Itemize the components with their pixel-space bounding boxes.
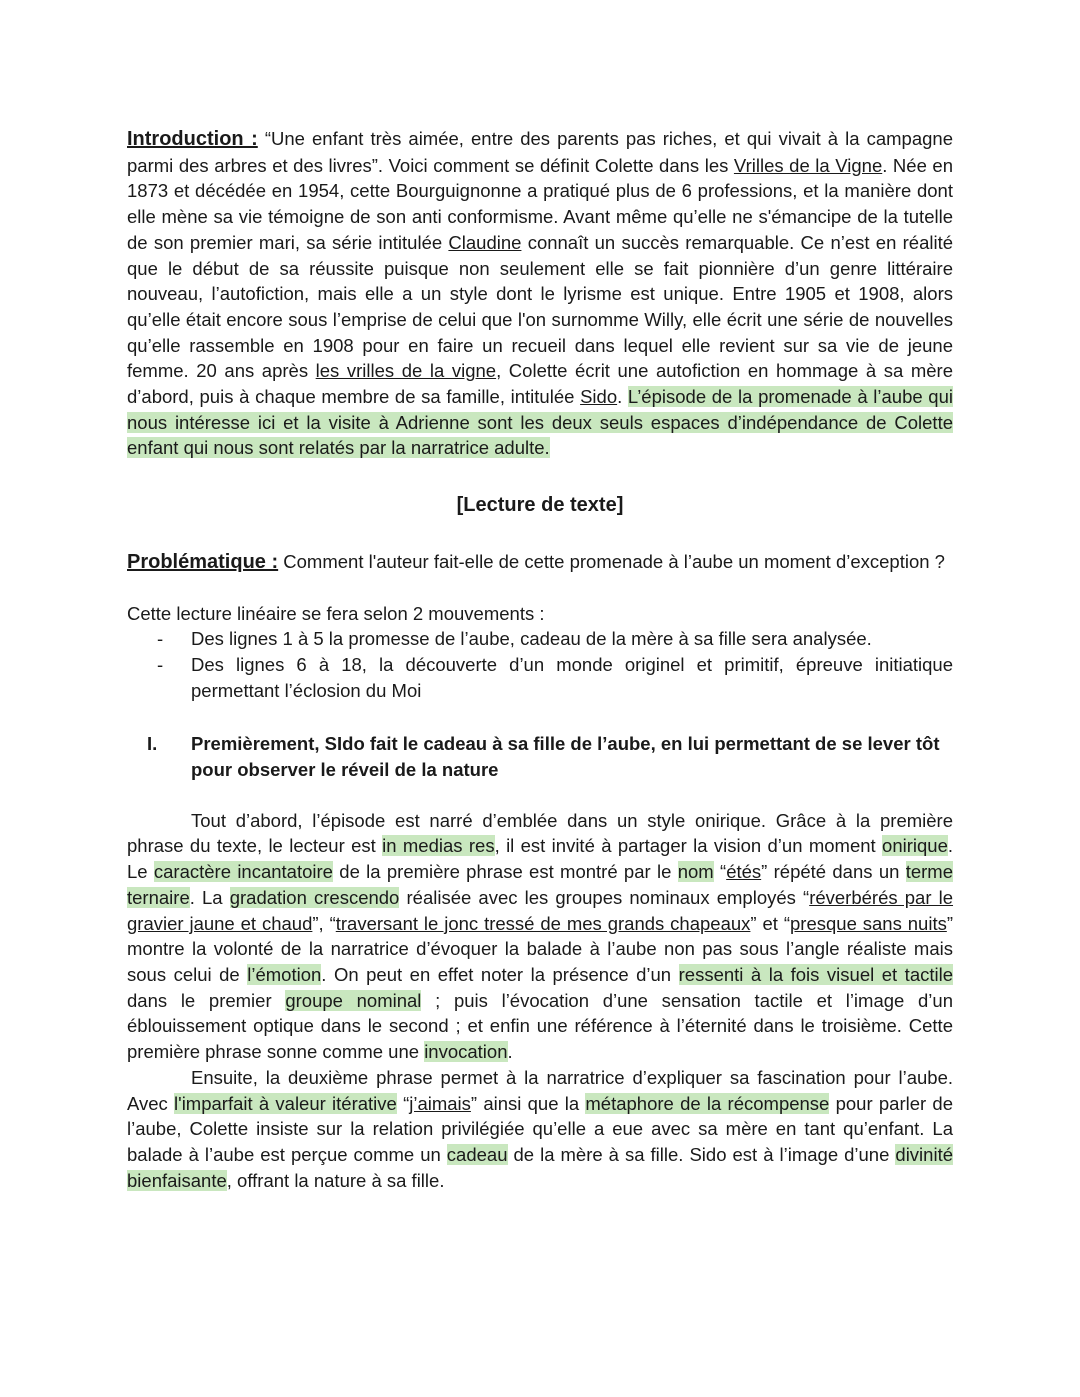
list-dash: - [157,653,164,675]
text: . [507,1041,513,1063]
intro-text: , Colette écrit une autofiction en hommage à sa mère d’abord, puis à chaque membre de sa famille, intitulée [127,360,953,408]
section-title: Premièrement, SIdo fait le cadeau à sa fille de l’aube, en lui permettant de se lever tôt pour observer le réveil de la nature [191,733,940,781]
section-heading [127,731,953,782]
highlight: terme ternaire [127,861,954,908]
quote: presque sans nuits [790,912,947,934]
highlight: ressenti à la fois visuel et tactile [678,963,954,985]
text: ” ainsi que la [470,1092,586,1114]
text: . Le [127,835,954,883]
highlight: groupe nominal [285,989,422,1011]
text: dans le premier [127,989,286,1011]
highlight: métaphore de la récompense [585,1092,830,1114]
list-item [127,652,953,703]
problematique-paragraph [127,549,953,576]
plan-list [127,626,953,703]
title-vrilles-2: les vrilles de la vigne [315,360,497,382]
text: , offrant la nature à sa fille. [226,1169,445,1191]
problematique-label: Problématique : [127,550,279,573]
text: ” et “ [750,912,790,934]
text: “ [713,861,727,883]
text: pour parler de l’aube, Colette insiste sur la relation privilégiée qu’elle a eue avec sa mère en tant qu’enfant. La balade à l’aube est perçue comme un [127,1092,953,1165]
highlight: caractère incantatoire [153,861,333,883]
intro-paragraph [127,126,953,461]
text: de la première phrase est montré par le [332,861,678,883]
text: ; puis l’évocation d’une sensation tactile et l’image d’un éblouissement optique dans le second ; et enfin une référence à l’éternité dans le troisième. Cette première phrase sonne comme une [127,989,953,1063]
title-vrilles: Vrilles de la Vigne [733,154,883,176]
quote: j’aimais [409,1092,471,1114]
body-paragraph-2 [127,1065,953,1194]
lecture-title: [Lecture de texte] [456,494,624,517]
quote: réverbérés par le gravier jaune et chaud [127,886,954,934]
highlight: L’épisode de la promenade à l’aube qui nous intéresse ici et la visite à Adrienne sont les deux seuls espaces d’indépendance de Colette enfant qui nous sont relatés par la narratrice adulte. [127,386,953,459]
highlight: cadeau [446,1143,508,1165]
list-item-text: Des lignes 1 à 5 la promesse de l’aube, cadeau de la mère à sa fille sera analysée. [191,628,872,650]
text: . La [189,886,230,908]
text: , il est invité à partager la vision d’un moment [494,835,883,857]
highlight: gradation crescendo [229,886,400,908]
plan-intro: Cette lecture linéaire se fera selon 2 mouvements : [127,602,545,624]
list-item-text: Des lignes 6 à 18, la découverte d’un monde originel et primitif, épreuve initiatique permettant l’éclosion du Moi [191,653,953,701]
highlight: divinité bienfaisante [127,1143,953,1191]
quote: traversant le jonc tressé de mes grands chapeaux [335,912,751,934]
text: Tout d’abord, l’épisode est narré d’emblée dans un style onirique. Grâce à la première phrase du texte, le lecteur est [127,809,953,857]
text: ” répété dans un [761,861,906,883]
intro-label: Introduction : [127,128,258,150]
body-paragraph-1 [127,808,953,1065]
highlight: onirique [882,835,948,857]
intro-text: . [617,386,628,408]
text: ” montre la volonté de la narratrice d’évoquer la balade à l’aube non pas sous l’angle réaliste mais sous celui de [127,912,953,985]
text: ”, “ [312,912,336,934]
highlight: in medias res [382,835,495,857]
section-number: I. [147,733,158,755]
quote: étés [726,861,762,883]
text: Ensuite, la deuxième phrase permet à la narratrice d’expliquer sa fascination pour l’aube. Avec [127,1066,953,1114]
text: . On peut en effet noter la présence d’un [321,963,679,985]
document-page [127,126,953,1193]
highlight: nom [677,861,714,883]
title-claudine: Claudine [448,231,522,253]
title-sido: Sido [580,386,618,408]
list-dash: - [157,628,164,650]
highlight: l’émotion [247,963,322,985]
text: de la mère à sa fille. Sido est à l’image d’une [507,1143,896,1165]
intro-text: . Née en 1873 et décédée en 1954, cette Bourguignonne a pratiqué plus de 6 professions, et la manière dont elle mène sa vie témoigne de son anti conformisme. Avant même qu’elle ne s'émancipe de la tutelle de son premier mari, sa série intitulée [127,154,954,253]
text: réalisée avec les groupes nominaux employés “ [399,886,810,908]
problematique-text: Comment l'auteur fait-elle de cette promenade à l’aube un moment d’exception ? [278,550,945,572]
intro-text: “Une enfant très aimée, entre des parents pas riches, et qui vivait à la campagne parmi des arbres et des livres”. Voici comment se définit Colette dans les [127,128,953,176]
highlight: l'imparfait à valeur itérative [174,1092,397,1114]
text: “ [396,1092,410,1114]
list-item [127,626,953,652]
highlight: invocation [424,1041,508,1063]
intro-text: connaît un succès remarquable. Ce n’est en réalité que le début de sa réussite puisque non seulement elle se fait pionnière d’un genre littéraire nouveau, l’autofiction, mais elle a un style dont le lyrisme est unique. Entre 1905 et 1908, alors qu’elle était encore sous l’emprise de celui que l'on surnomme Willy, elle écrit une série de nouvelles qu’elle rassemble en 1908 pour en faire un recueil dans lequel elle revient sur sa vie de jeune femme. 20 ans après [127,231,954,382]
